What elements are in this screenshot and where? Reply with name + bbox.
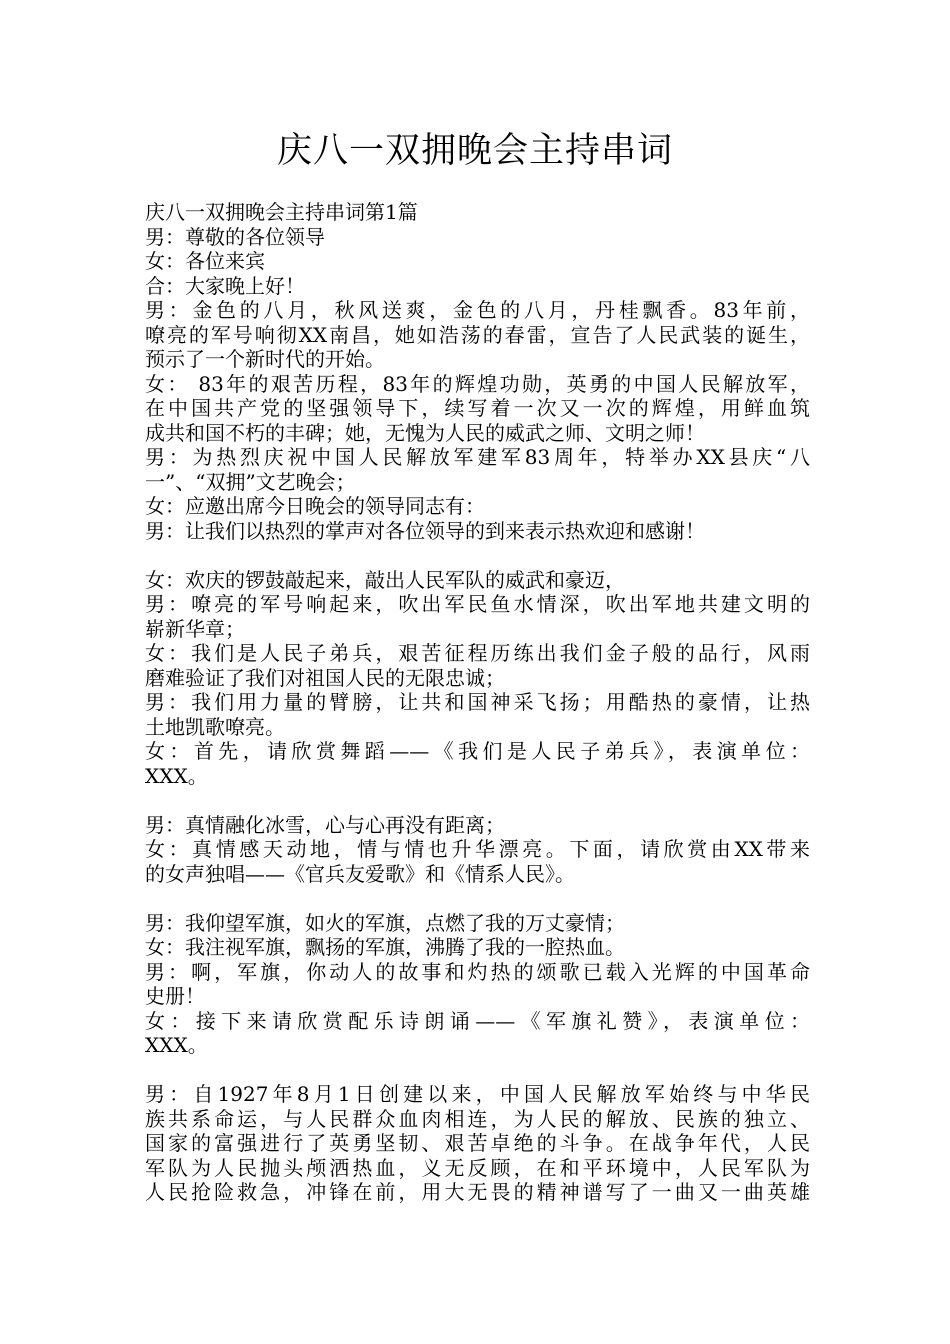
body-line: XXX。 [145, 1033, 208, 1057]
body-line: 史册！ [145, 984, 205, 1008]
document-body [145, 200, 810, 1205]
body-line: 女：接下来请欣赏配乐诗朗诵——《军旗礼赞》，表演单位： [145, 1008, 810, 1033]
body-line: 女：真情感天动地，情与情也升华漂亮。下面，请欣赏由XX带来 [145, 837, 810, 861]
body-line: 女：各位来宾 [145, 249, 265, 273]
body-line: 女：我注视军旗，飘扬的军旗，沸腾了我的一腔热血。 [145, 935, 625, 959]
body-line: XXX。 [145, 763, 208, 788]
document-title: 庆八一双拥晚会主持串词 [276, 131, 673, 171]
body-line: 男：自1927年8月1日创建以来，中国人民解放军始终与中华民 [145, 1082, 810, 1106]
body-line: 人民抢险救急，冲锋在前，用大无畏的精神谱写了一曲又一曲英雄 [145, 1180, 810, 1204]
body-line: 男：真情融化冰雪，心与心再没有距离； [145, 812, 505, 837]
body-line: 在中国共产党的坚强领导下，续写着一次又一次的辉煌，用鲜血筑 [145, 396, 810, 420]
blank-line [145, 886, 810, 911]
body-line: 土地凯歌嘹亮。 [145, 714, 285, 739]
body-line: 预示了一个新时代的开始。 [145, 347, 385, 371]
body-line: 男：我们用力量的臂膀，让共和国神采飞扬；用酷热的豪情，让热 [145, 690, 810, 714]
body-line: 庆八一双拥晚会主持串词第1篇 [145, 200, 418, 224]
body-line: 合：大家晚上好！ [145, 273, 305, 298]
blank-line [145, 543, 810, 568]
body-line: 男：嘹亮的军号响起来，吹出军民鱼水情深，吹出军地共建文明的 [145, 592, 810, 616]
body-line: 男：尊敬的各位领导 [145, 224, 325, 249]
body-line: 军队为人民抛头颅洒热血，义无反顾，在和平环境中，人民军队为 [145, 1155, 810, 1180]
body-line: 的女声独唱——《官兵友爱歌》和《情系人民》。 [145, 861, 575, 886]
body-line: 女：欢庆的锣鼓敲起来，敲出人民军队的威武和豪迈， [145, 567, 625, 592]
body-line: 族共系命运，与人民群众血肉相连，为人民的解放、民族的独立、 [145, 1106, 810, 1131]
blank-line [145, 1058, 810, 1083]
body-line: 女： 83年的艰苦历程，83年的辉煌功勋，英勇的中国人民解放军， [145, 371, 810, 396]
body-line: 磨难验证了我们对祖国人民的无限忠诚； [145, 665, 505, 690]
body-line: 男：金色的八月，秋风送爽，金色的八月，丹桂飘香。83年前， [145, 298, 810, 322]
body-line: 崭新华章； [145, 616, 245, 641]
body-line: 男：让我们以热烈的掌声对各位领导的到来表示热欢迎和感谢！ [145, 518, 705, 543]
body-line: 女：首先，请欣赏舞蹈——《我们是人民子弟兵》，表演单位： [145, 739, 810, 763]
body-line: 女：我们是人民子弟兵，艰苦征程历练出我们金子般的品行，风雨 [145, 641, 810, 665]
body-line: 男：啊，军旗，你动人的故事和灼热的颂歌已载入光辉的中国革命 [145, 959, 810, 984]
body-line: 嘹亮的军号响彻XX南昌，她如浩荡的春雷，宣告了人民武装的诞生， [145, 322, 810, 347]
body-line: 男：为热烈庆祝中国人民解放军建军83周年，特举办XX县庆“八 [145, 445, 810, 469]
body-line: 女：应邀出席今日晚会的领导同志有： [145, 494, 485, 518]
blank-line [145, 788, 810, 813]
body-line: 国家的富强进行了英勇坚韧、艰苦卓绝的斗争。在战争年代，人民 [145, 1131, 810, 1155]
body-line: 一”、“双拥”文艺晚会； [145, 469, 356, 494]
body-line: 成共和国不朽的丰碑；她，无愧为人民的威武之师、文明之师！ [145, 420, 705, 445]
body-line: 男：我仰望军旗，如火的军旗，点燃了我的万丈豪情； [145, 910, 625, 935]
